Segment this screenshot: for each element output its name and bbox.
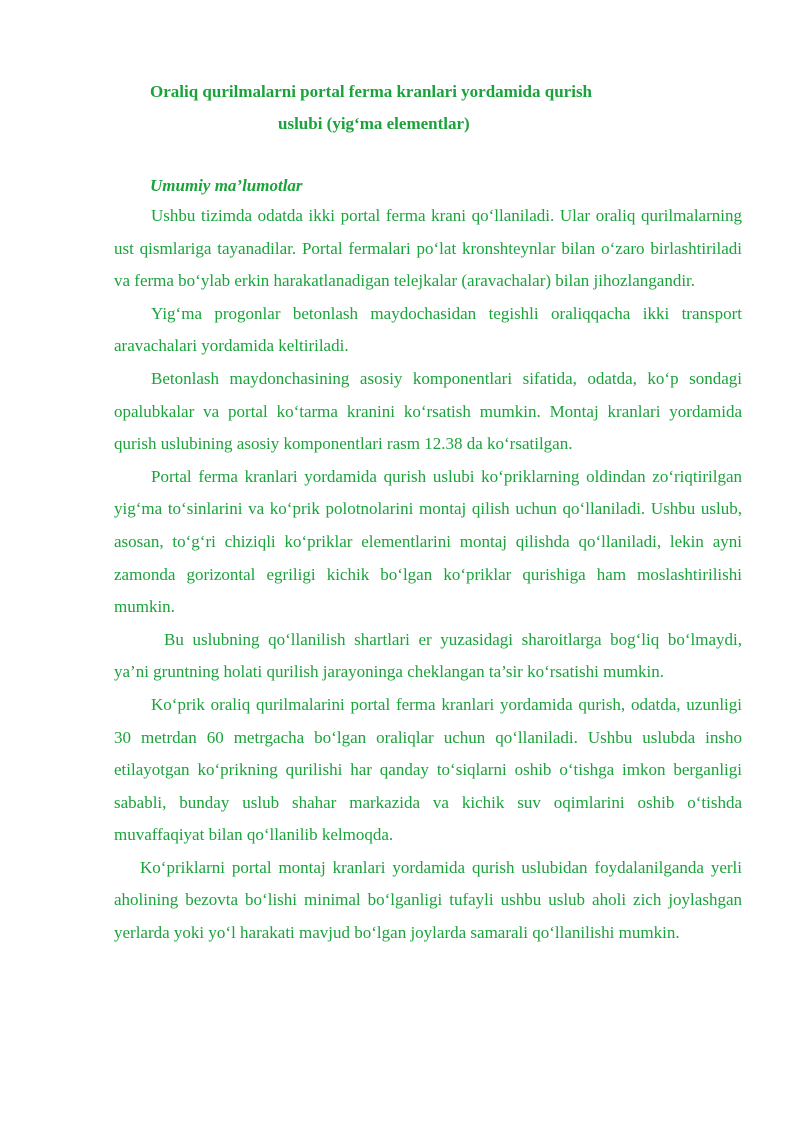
paragraph: Bu uslubning qo‘llanilish shartlari er yuzasidagi sharoitlarga bog‘liq bo‘lmaydi, ya’ni gruntning holati qurilish jarayoninga cheklangan ta’sir ko‘rsatishi mumkin. — [114, 629, 742, 682]
title-line-1: Oraliq qurilmalarni portal ferma kranlari yordamida qurish — [150, 82, 593, 101]
document-body — [114, 200, 742, 950]
paragraph: Ko‘priklarni portal montaj kranlari yordamida qurish uslubidan foydalanilganda yerli aholining bezovta bo‘lishi minimal bo‘lganligi tufayli ushbu uslub aholi zich joylashgan yerlarda yoki yo‘l harakati mavjud bo‘lgan joylarda samarali qo‘llanilishi mumkin. — [114, 857, 742, 943]
document-title — [150, 76, 710, 140]
paragraph: Betonlash maydonchasining asosiy komponentlari sifatida, odatda, ko‘p sondagi opalubkalar va portal ko‘tarma kranini ko‘rsatish mumkin. Montaj kranlari yordamida qurish uslubining asosiy komponentlari rasm 12.38 da ko‘rsatilgan. — [114, 368, 742, 454]
paragraph: Portal ferma kranlari yordamida qurish uslubi ko‘priklarning oldindan zo‘riqtirilgan yig‘ma to‘sinlarini va ko‘prik polotnolarini montaj qilish uchun qo‘llaniladi. Ushbu uslub, asosan, to‘g‘ri chiziqli ko‘priklar elementlarini montaj qilishda qo‘llaniladi, lekin ayni zamonda gorizontal egriligi kichik bo‘lgan ko‘priklar qurishiga ham moslashtirilishi mumkin. — [114, 466, 742, 617]
paragraph: Yig‘ma progonlar betonlash maydochasidan tegishli oraliqqacha ikki transport aravachalari yordamida keltiriladi. — [114, 303, 742, 356]
section-heading: Umumiy ma’lumotlar — [150, 176, 303, 195]
title-line-2: uslubi (yig‘ma elementlar) — [278, 114, 470, 133]
paragraph: Ko‘prik oraliq qurilmalarini portal ferma kranlari yordamida qurish, odatda, uzunligi 30 metrdan 60 metrgacha bo‘lgan oraliqlar uchun qo‘llaniladi. Ushbu uslubda insho etilayotgan ko‘prikning qurilishi har qanday to‘siqlarni oshib o‘tishga imkon berganligi sababli, bunday uslub shahar markazida va kichik suv oqimlarini oshib o‘tishda muvaffaqiyat bilan qo‘llanilib kelmoqda. — [114, 694, 742, 845]
paragraph: Ushbu tizimda odatda ikki portal ferma krani qo‘llaniladi. Ular oraliq qurilmalarning ust qismlariga tayanadilar. Portal fermalari po‘lat kronshteynlar bilan o‘zaro birlashtiriladi va ferma bo‘ylab erkin harakatlanadigan telejkalar (aravachalar) bilan jihozlangandir. — [114, 206, 742, 291]
